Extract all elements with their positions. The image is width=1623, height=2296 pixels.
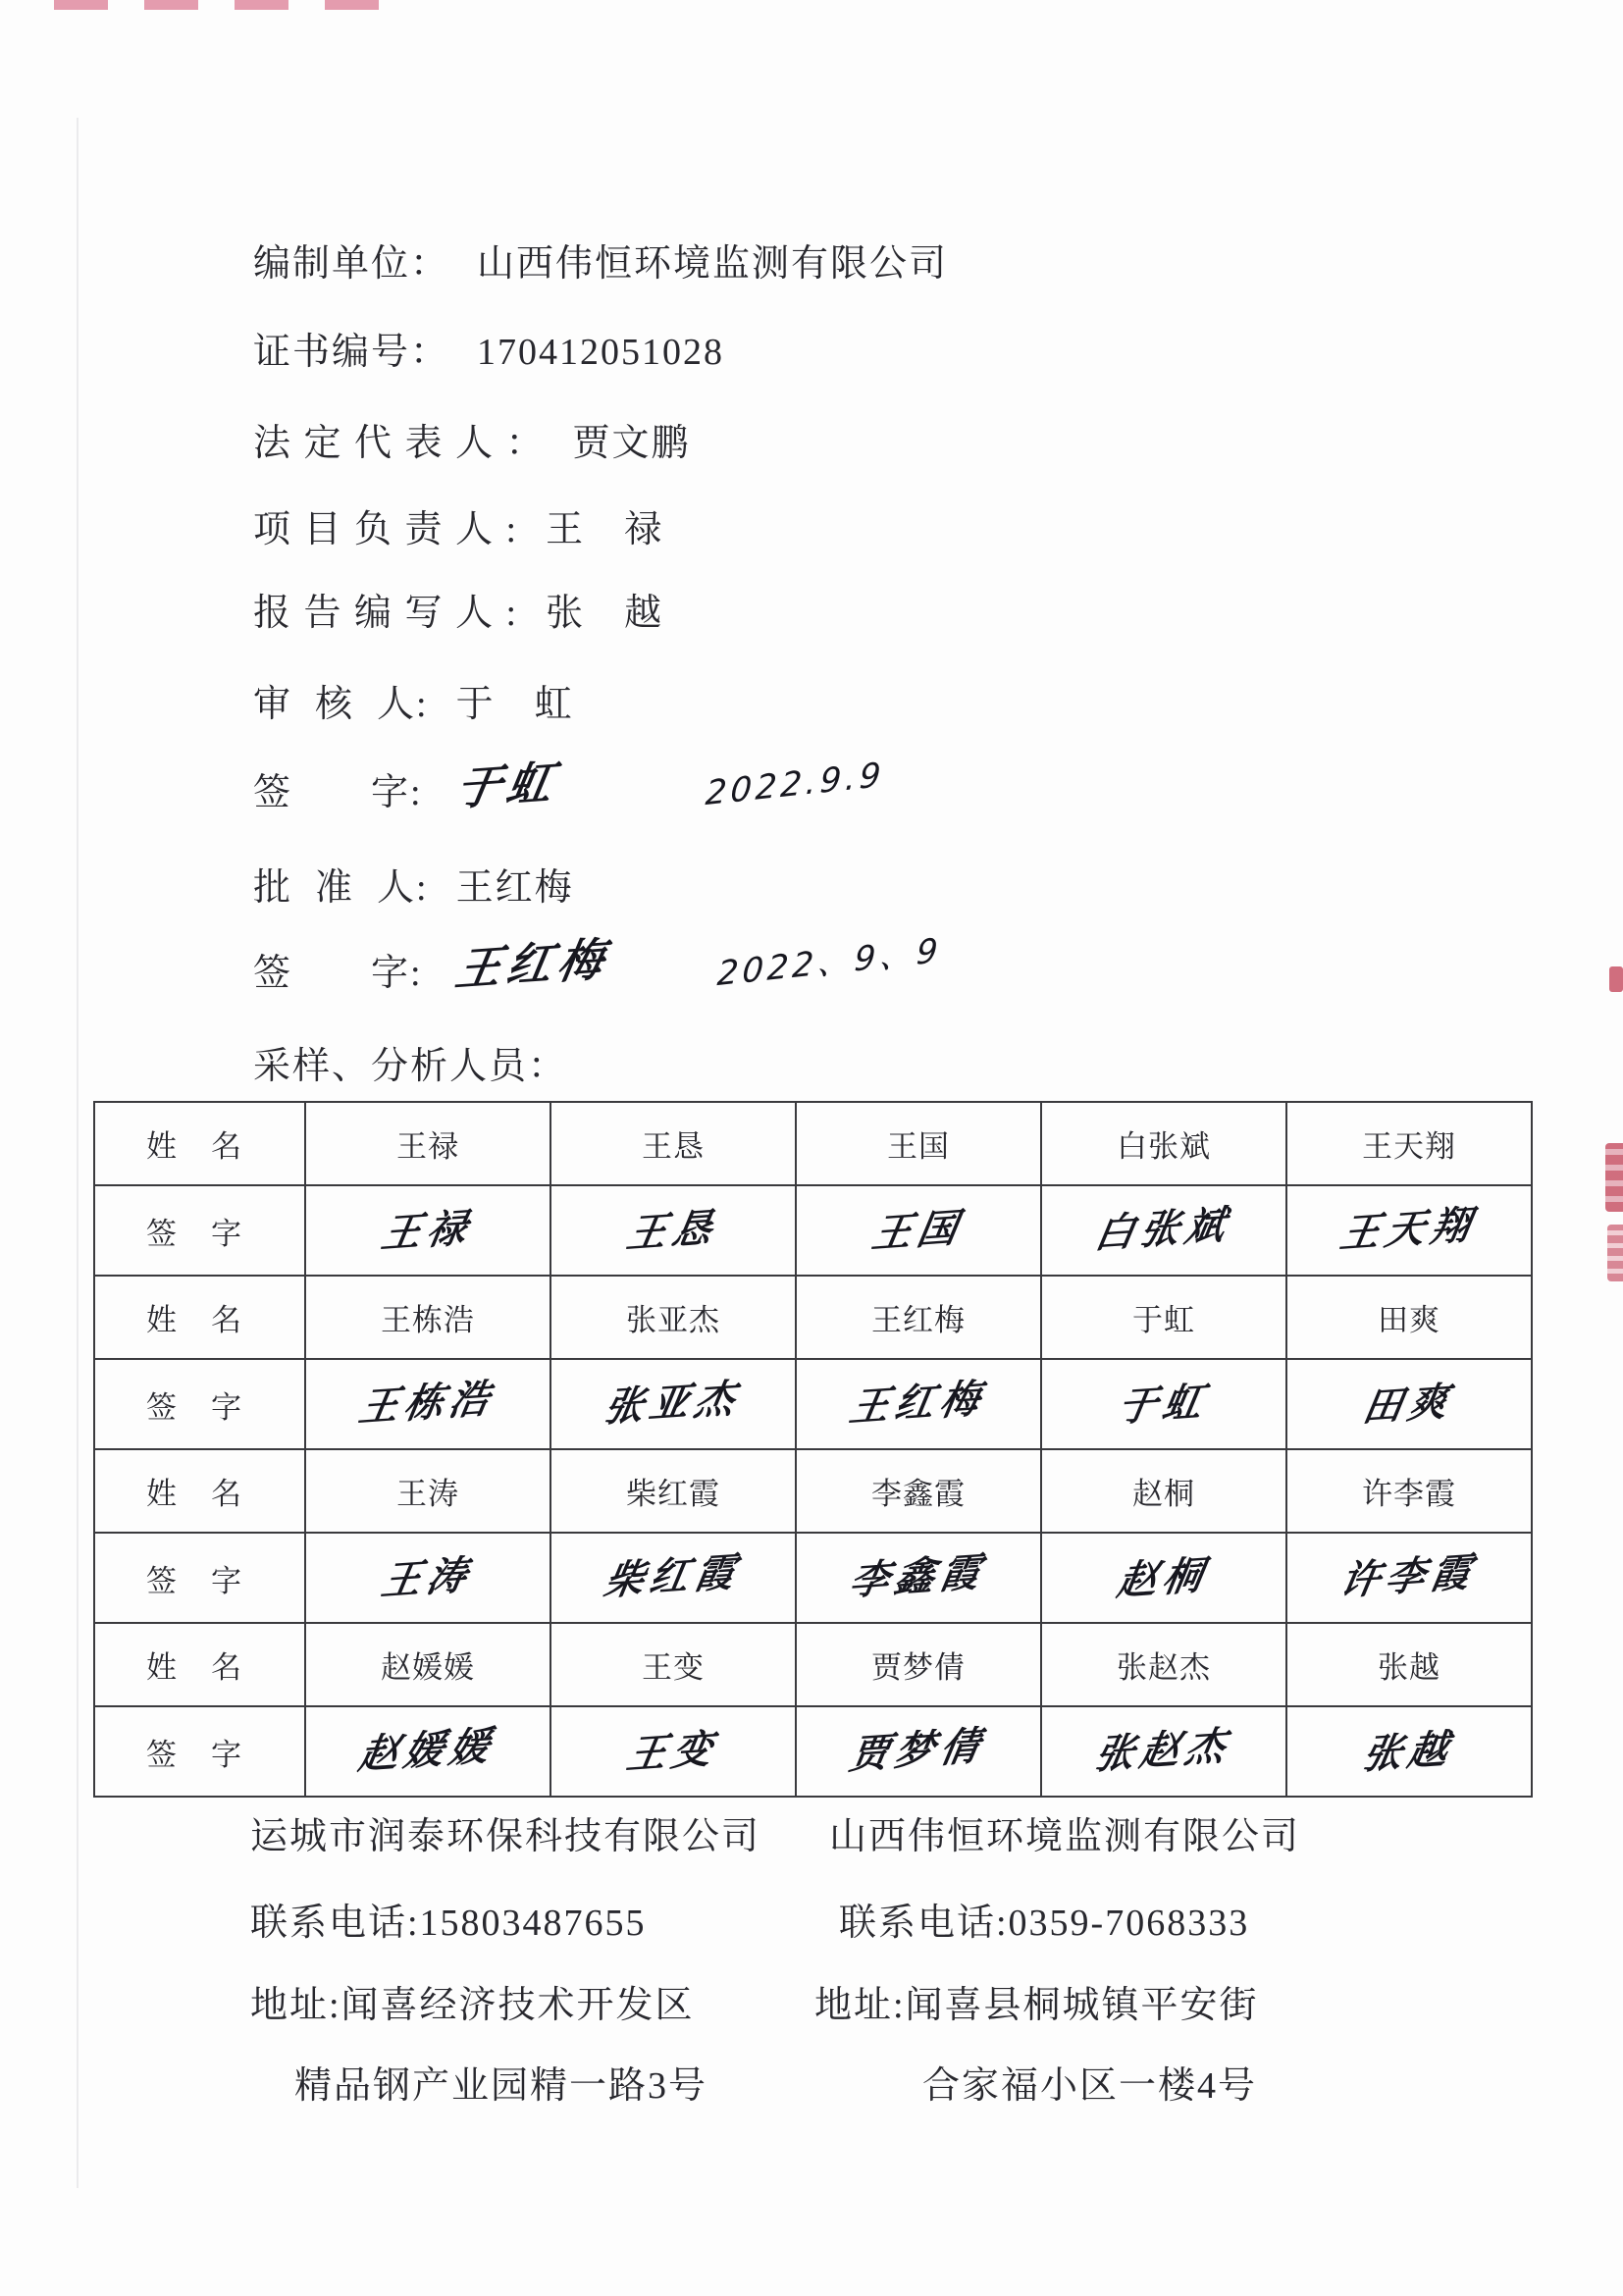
row-label: 姓 名 bbox=[94, 1276, 305, 1359]
table-row-names bbox=[94, 1449, 1532, 1533]
field-project-manager bbox=[253, 509, 663, 552]
person-name: 张亚杰 bbox=[550, 1276, 796, 1359]
person-name: 于虹 bbox=[1041, 1276, 1286, 1359]
field-label: 项 目 负 责 人 : bbox=[253, 509, 519, 550]
approver-signature-date: 2022、9、9 bbox=[715, 930, 943, 995]
person-name: 张越 bbox=[1286, 1623, 1532, 1706]
reviewer-signature-line bbox=[253, 755, 886, 816]
field-value: 于 虹 bbox=[455, 684, 574, 725]
row-label: 签 字 bbox=[94, 1706, 305, 1797]
person-name: 王涛 bbox=[305, 1449, 550, 1533]
table-row-names bbox=[94, 1623, 1532, 1706]
person-name: 王恳 bbox=[550, 1102, 796, 1185]
handwritten-signature: 于虹 bbox=[1114, 1378, 1213, 1431]
scan-artifact-red-fragment bbox=[1605, 1143, 1623, 1212]
field-label: 证书编号： bbox=[253, 332, 450, 373]
handwritten-signature: 贾梦倩 bbox=[846, 1722, 990, 1778]
field-certificate-number bbox=[253, 332, 724, 375]
reviewer-handwritten-signature: 于虹 bbox=[450, 755, 563, 816]
person-name: 李鑫霞 bbox=[796, 1449, 1041, 1533]
handwritten-signature: 王天翔 bbox=[1336, 1201, 1481, 1257]
table-row-names bbox=[94, 1276, 1532, 1359]
field-value: 170412051028 bbox=[477, 332, 725, 373]
handwritten-signature: 赵桐 bbox=[1114, 1551, 1213, 1604]
footer-address-right-line2: 合家福小区一楼4号 bbox=[922, 2065, 1258, 2107]
field-report-writer bbox=[253, 593, 663, 636]
person-name: 王变 bbox=[550, 1623, 796, 1706]
person-name: 赵桐 bbox=[1041, 1449, 1286, 1533]
field-value: 贾文鹏 bbox=[572, 423, 691, 464]
table-row-signatures bbox=[94, 1185, 1532, 1276]
handwritten-signature: 王恳 bbox=[623, 1204, 722, 1257]
field-label: 报 告 编 写 人 : bbox=[253, 593, 519, 634]
scan-artifact-red-fragment bbox=[1609, 966, 1623, 992]
scan-artifact-red-fragment bbox=[1607, 1225, 1623, 1281]
footer-address-left-line2: 精品钢产业园精一路3号 bbox=[294, 2065, 708, 2107]
row-label: 姓 名 bbox=[94, 1102, 305, 1185]
handwritten-signature: 白张斌 bbox=[1091, 1201, 1235, 1257]
field-legal-representative bbox=[253, 423, 691, 466]
scan-artifact-left-line bbox=[77, 118, 79, 2188]
footer-company-right: 山西伟恒环境监测有限公司 bbox=[829, 1816, 1301, 1857]
handwritten-signature: 李鑫霞 bbox=[846, 1548, 990, 1604]
footer-company-left: 运城市润泰环保科技有限公司 bbox=[250, 1816, 761, 1857]
footer-phone-left: 联系电话:15803487655 bbox=[250, 1903, 647, 1944]
handwritten-signature: 王变 bbox=[623, 1725, 722, 1778]
person-name: 王国 bbox=[796, 1102, 1041, 1185]
row-label: 签 字 bbox=[94, 1359, 305, 1449]
handwritten-signature: 赵媛媛 bbox=[355, 1722, 499, 1778]
handwritten-signature: 张越 bbox=[1359, 1725, 1458, 1778]
handwritten-signature: 田爽 bbox=[1359, 1378, 1458, 1431]
field-reviewer bbox=[253, 684, 574, 727]
handwritten-signature: 张亚杰 bbox=[601, 1375, 745, 1431]
row-label: 姓 名 bbox=[94, 1623, 305, 1706]
field-label: 法 定 代 表 人 ： bbox=[253, 423, 546, 464]
handwritten-signature: 王栋浩 bbox=[355, 1375, 499, 1431]
table-row-signatures bbox=[94, 1359, 1532, 1449]
field-approver bbox=[253, 867, 574, 911]
row-label: 签 字 bbox=[94, 1185, 305, 1276]
handwritten-signature: 张赵杰 bbox=[1091, 1722, 1235, 1778]
field-value: 山西伟恒环境监测有限公司 bbox=[477, 243, 949, 285]
field-value: 王 禄 bbox=[546, 509, 664, 550]
table-row-signatures bbox=[94, 1706, 1532, 1797]
handwritten-signature: 许李霞 bbox=[1336, 1548, 1481, 1604]
row-label: 签 字 bbox=[94, 1533, 305, 1623]
personnel-table bbox=[93, 1101, 1533, 1798]
footer-phone-right: 联系电话:0359-7068333 bbox=[839, 1903, 1250, 1944]
field-compiling-unit bbox=[253, 243, 948, 287]
person-name: 王禄 bbox=[305, 1102, 550, 1185]
person-name: 白张斌 bbox=[1041, 1102, 1286, 1185]
field-label: 批 准 人: bbox=[253, 867, 429, 909]
person-name: 柴红霞 bbox=[550, 1449, 796, 1533]
scan-artifact-top-strip bbox=[54, 0, 393, 10]
field-value: 王红梅 bbox=[455, 867, 574, 909]
table-row-names bbox=[94, 1102, 1532, 1185]
handwritten-signature: 王国 bbox=[868, 1204, 968, 1257]
footer-address-left-line1: 地址:闻喜经济技术开发区 bbox=[250, 1985, 695, 2026]
field-label: 签 字: bbox=[253, 953, 423, 994]
row-label: 姓 名 bbox=[94, 1449, 305, 1533]
field-value: 张 越 bbox=[546, 593, 664, 634]
field-label: 审 核 人: bbox=[253, 684, 429, 725]
field-label: 编制单位： bbox=[253, 243, 450, 285]
person-name: 贾梦倩 bbox=[796, 1623, 1041, 1706]
person-name: 张赵杰 bbox=[1041, 1623, 1286, 1706]
person-name: 赵媛媛 bbox=[305, 1623, 550, 1706]
handwritten-signature: 王涛 bbox=[378, 1551, 477, 1604]
approver-handwritten-signature: 王红梅 bbox=[450, 931, 614, 997]
person-name: 王红梅 bbox=[796, 1276, 1041, 1359]
handwritten-signature: 王红梅 bbox=[846, 1375, 990, 1431]
approver-signature-line bbox=[253, 930, 943, 997]
reviewer-signature-date: 2022.9.9 bbox=[704, 755, 886, 814]
table-row-signatures bbox=[94, 1533, 1532, 1623]
field-label: 签 字: bbox=[253, 772, 423, 813]
person-name: 王栋浩 bbox=[305, 1276, 550, 1359]
person-name: 王天翔 bbox=[1286, 1102, 1532, 1185]
person-name: 许李霞 bbox=[1286, 1449, 1532, 1533]
person-name: 田爽 bbox=[1286, 1276, 1532, 1359]
personnel-table-caption: 采样、分析人员： bbox=[253, 1046, 568, 1087]
handwritten-signature: 王禄 bbox=[378, 1204, 477, 1257]
handwritten-signature: 柴红霞 bbox=[601, 1548, 745, 1604]
footer-address-right-line1: 地址:闻喜县桐城镇平安街 bbox=[814, 1985, 1259, 2026]
